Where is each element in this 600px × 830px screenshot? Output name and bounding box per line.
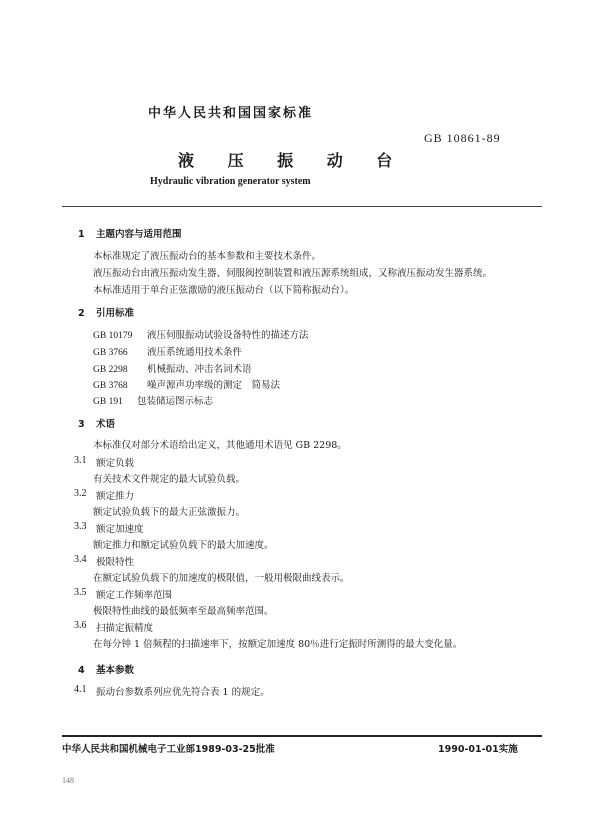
document-title: 液 压 振 动 台 bbox=[178, 151, 407, 170]
section-1-paragraph: 液压振动台由液压振动发生器、伺服阀控制装置和液压源系统组成，又称液压振动发生器系统。 bbox=[93, 268, 493, 279]
term-name: 额定负载 bbox=[96, 458, 135, 469]
header-divider bbox=[62, 206, 542, 207]
page-number: 148 bbox=[62, 776, 74, 785]
term-definition: 在每分钟 1 倍频程的扫描速率下，按额定加速度 80％进行定振时所测得的最大变化量。 bbox=[93, 639, 463, 650]
term-number: 3.1 bbox=[74, 455, 87, 466]
reference-code: GB 3768 bbox=[93, 381, 128, 391]
term-name: 极限特性 bbox=[96, 557, 135, 568]
clause-number: 4.1 bbox=[74, 684, 87, 695]
approval-line: 中华人民共和国机械电子工业部1989-03-25批准 bbox=[62, 744, 275, 755]
section-heading-3: 3 术语 bbox=[78, 419, 116, 430]
reference-code: GB 191 bbox=[93, 397, 123, 407]
reference-title: 液压系统通用技术条件 bbox=[147, 347, 243, 358]
term-name: 额定工作频率范围 bbox=[96, 590, 173, 601]
reference-title: 包装储运图示标志 bbox=[137, 396, 214, 407]
reference-item bbox=[93, 377, 280, 391]
term-definition: 极限特性曲线的最低频率至最高频率范围。 bbox=[93, 606, 274, 617]
term-name: 额定推力 bbox=[96, 491, 135, 502]
term-definition: 额定推力和额定试验负载下的最大加速度。 bbox=[93, 540, 274, 551]
reference-item bbox=[93, 393, 213, 407]
term-number: 3.5 bbox=[74, 587, 87, 598]
footer-divider bbox=[62, 735, 542, 737]
national-standard-header: 中华人民共和国国家标准 bbox=[148, 106, 314, 121]
term-name: 扫描定振精度 bbox=[96, 623, 154, 634]
section-heading-4: 4 基本参数 bbox=[78, 665, 135, 676]
reference-code: GB 2298 bbox=[93, 365, 128, 375]
section-1-paragraph: 本标准规定了液压振动台的基本参数和主要技术条件。 bbox=[93, 251, 322, 262]
term-number: 3.6 bbox=[74, 620, 87, 631]
term-definition: 在额定试验负载下的加速度的极限值，一般用极限曲线表示。 bbox=[93, 573, 350, 584]
section-3-intro: 本标准仅对部分术语给出定义，其他通用术语见 GB 2298。 bbox=[93, 440, 347, 451]
reference-title: 噪声源声功率级的测定 简易法 bbox=[147, 380, 281, 391]
reference-title: 液压伺服振动试验设备特性的描述方法 bbox=[147, 330, 309, 341]
term-number: 3.4 bbox=[74, 554, 87, 565]
term-definition: 有关技术文件规定的最大试验负载。 bbox=[93, 474, 246, 485]
reference-item bbox=[93, 361, 252, 375]
term-definition: 额定试验负载下的最大正弦激振力。 bbox=[93, 507, 246, 518]
reference-item bbox=[93, 327, 309, 341]
section-heading-1: 1 主题内容与适用范围 bbox=[78, 229, 182, 240]
section-1-paragraph: 本标准适用于单台正弦激励的液压振动台（以下简称振动台）。 bbox=[93, 285, 355, 296]
term-number: 3.2 bbox=[74, 488, 87, 499]
reference-code: GB 3766 bbox=[93, 348, 128, 358]
reference-item bbox=[93, 344, 242, 358]
term-number: 3.3 bbox=[74, 521, 87, 532]
implementation-date: 1990-01-01实施 bbox=[438, 744, 518, 755]
reference-code: GB 10179 bbox=[93, 331, 133, 341]
document-title-english: Hydraulic vibration generator system bbox=[150, 176, 311, 187]
term-name: 额定加速度 bbox=[96, 524, 144, 535]
section-heading-2: 2 引用标准 bbox=[78, 308, 135, 319]
reference-title: 机械振动、冲击名词术语 bbox=[147, 364, 252, 375]
clause-text: 振动台参数系列应优先符合表 1 的规定。 bbox=[96, 687, 270, 698]
standard-number: GB 10861-89 bbox=[424, 131, 501, 145]
